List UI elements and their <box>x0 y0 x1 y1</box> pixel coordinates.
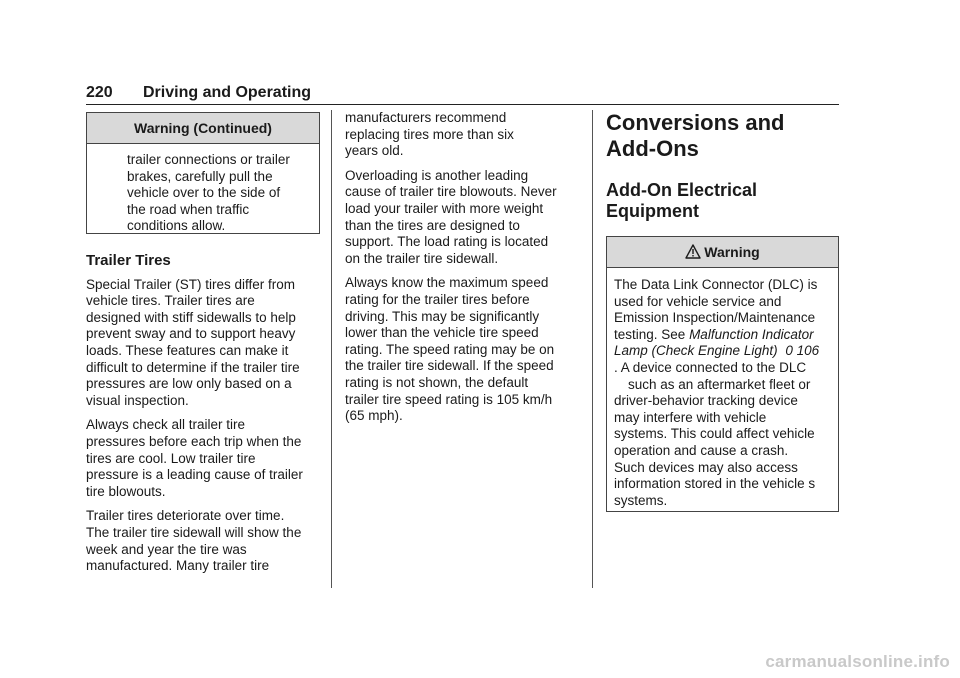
warning-label: Warning <box>704 244 760 260</box>
paragraph: Always know the maximum speed rating for the trailer tires before driving. This may be significantly lower than the vehicle tire speed rating. The speed rating may be on the trailer tire sidewall. If the speed rating is not shown, the default trailer tire speed rating is 105 km/h (65 mph). <box>345 275 555 424</box>
column-1 <box>86 112 320 583</box>
malfunction-lamp-link[interactable]: Lamp (Check Engine Light) <box>614 343 778 359</box>
warning-line: vehicle over to the side of <box>127 185 281 201</box>
warning-body: The Data Link Connector (DLC) is used for vehicle service and Emission Inspection/Maintenance testing. See Malfunction Indicator Lamp (Check Engine Light) 0 106 . A device connected to the DLC such as an aftermarket fleet or driver-behavior tracking device may interfere with vehicle systems. This could affect vehicle operation and cause a crash. Such devices may also access information stored in the vehicle s systems. <box>614 277 820 508</box>
page-number: 220 <box>86 84 113 101</box>
warning-box <box>606 236 839 512</box>
paragraph: Trailer tires deteriorate over time. The trailer tire sidewall will show the week and year the tire was manufactured. Many trailer tire <box>86 508 302 574</box>
warning-line: trailer connections or trailer <box>127 152 290 167</box>
column-2 <box>345 110 581 433</box>
column-divider-2 <box>592 110 593 588</box>
warning-continued-heading: Warning (Continued) <box>87 113 319 144</box>
paragraph: manufacturers recommend replacing tires more than six years old. <box>345 110 514 159</box>
warning-continued-box <box>86 112 320 234</box>
column-3 <box>606 110 839 512</box>
paragraph: Special Trailer (ST) tires differ from vehicle tires. Trailer tires are designed with stiff sidewalls to help prevent sway and to support heavy loads. These features can make it difficult to determine if the trailer tire pressures are low only based on a visual inspection. <box>86 276 300 408</box>
add-on-electrical-heading: Add-On Electrical Equipment <box>606 180 758 221</box>
warning-continued-body <box>87 144 319 235</box>
paragraph: Overloading is another leading cause of trailer tire blowouts. Never load your trailer with more weight than the tires are designed to support. The load rating is located on the trailer tire sidewall. <box>345 167 557 266</box>
malfunction-lamp-link[interactable]: Malfunction Indicator <box>689 326 814 342</box>
paragraph: Always check all trailer tire pressures before each trip when the tires are cool. Low trailer tire pressure is a leading cause of trailer tire blowouts. <box>86 417 303 499</box>
warning-triangle-icon <box>685 244 701 259</box>
conversions-title: Conversions and Add-Ons <box>606 110 785 161</box>
section-title: Driving and Operating <box>143 84 312 101</box>
page-ref-symbol: 0 <box>785 343 793 359</box>
warning-line: brakes, carefully pull the <box>127 168 273 184</box>
warning-line: the road when traffic <box>127 201 250 217</box>
warning-line: conditions allow. <box>127 218 226 234</box>
page-header <box>86 84 839 105</box>
watermark: carmanualsonline.info <box>765 652 950 671</box>
column-divider-1 <box>331 110 332 588</box>
page-ref-number[interactable]: 106 <box>796 343 820 359</box>
trailer-tires-heading: Trailer Tires <box>86 252 171 269</box>
warning-heading <box>607 237 838 268</box>
